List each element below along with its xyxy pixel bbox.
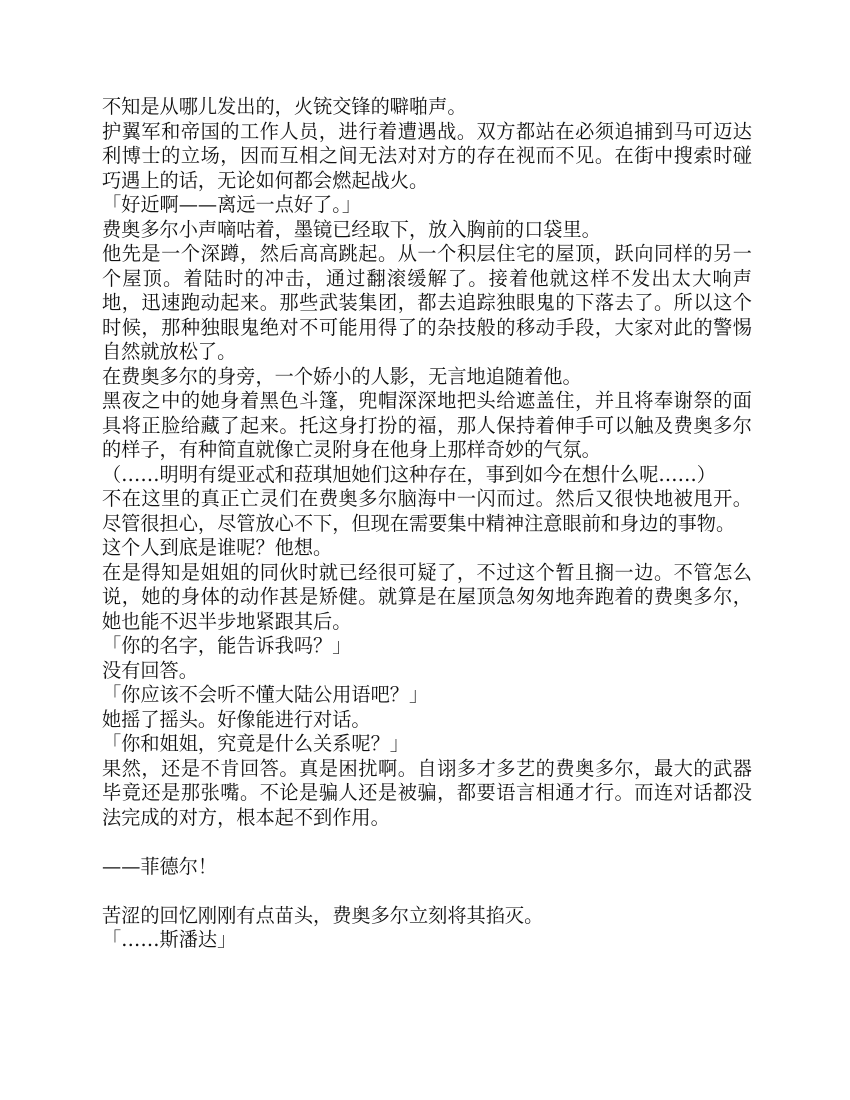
paragraph: 在是得知是姐姐的同伙时就已经很可疑了，不过这个暂且搁一边。不管怎么说，她的身体的动作甚是矫健。就算是在屋顶急匆匆地奔跑着的费奥多尔，她也能不迟半步地紧跟其后。 [102, 560, 752, 633]
blank-line [102, 830, 752, 855]
dialogue-line: 「你和姐姐，究竟是什么关系呢？」 [102, 732, 409, 755]
dialogue-line: 「你应该不会听不懂大陆公用语吧？」 [102, 683, 429, 706]
paragraph: 在费奥多尔的身旁，一个娇小的人影，无言地追随着他。 [102, 364, 582, 388]
paragraph: 他先是一个深蹲，然后高高跳起。从一个积层住宅的屋顶，跃向同样的另一个屋顶。着陆时的冲击，通过翻滚缓解了。接着他就这样不发出太大响声地，迅速跑动起来。那些武装集团，都去追踪独眼鬼的下落去了。所以这个时候，那种独眼鬼绝对不可能用得了的杂技般的移动手段，大家对此的警惕自然就放松了。 [102, 242, 752, 363]
dialogue-line: 「好近啊——离远一点好了。」 [102, 193, 362, 216]
paragraph: 黑夜之中的她身着黑色斗篷，兜帽深深地把头给遮盖住，并且将奉谢祭的面具将正脸给藏了起来。托这身打扮的福，那人保持着伸手可以触及费奥多尔的样子，有种简直就像亡灵附身在他身上那样奇妙的气氛。 [102, 389, 752, 461]
inner-thought: （……明明有缇亚忒和菈琪旭她们这种存在，事到如今在想什么呢……） [102, 462, 716, 486]
document-page [102, 95, 752, 953]
blank-line [102, 879, 752, 904]
paragraph: 苦涩的回忆刚刚有点苗头，费奥多尔立刻将其掐灭。 [102, 903, 544, 927]
paragraph: 护翼军和帝国的工作人员，进行着遭遇战。双方都站在必须追捕到马可迈达利博士的立场，因而互相之间无法对对方的存在视而不见。在街中搜索时碰巧遇上的话，无论如何都会燃起战火。 [102, 119, 752, 192]
dialogue-line: 「你的名字，能告诉我吗？」 [102, 634, 352, 657]
paragraph: 不在这里的真正亡灵们在费奥多尔脑海中一闪而过。然后又很快地被甩开。尽管很担心，尽管放心不下，但现在需要集中精神注意眼前和身边的事物。 [102, 487, 752, 535]
paragraph: 费奥多尔小声嘀咕着，墨镜已经取下，放入胸前的口袋里。 [102, 217, 601, 241]
dialogue-line: 「……斯潘达」 [102, 928, 237, 951]
paragraph: 果然，还是不肯回答。真是困扰啊。自诩多才多艺的费奥多尔，最大的武器毕竟还是那张嘴。不论是骗人还是被骗，都要语言相通才行。而连对话都没法完成的对方，根本起不到作用。 [102, 756, 752, 829]
paragraph: 不知是从哪儿发出的，火铳交锋的噼啪声。 [102, 95, 467, 118]
paragraph: 这个人到底是谁呢？他想。 [102, 536, 333, 559]
paragraph: 她摇了摇头。好像能进行对话。 [102, 707, 371, 731]
flashback-line: ——菲德尔！ [102, 854, 218, 878]
paragraph: 没有回答。 [102, 658, 198, 682]
